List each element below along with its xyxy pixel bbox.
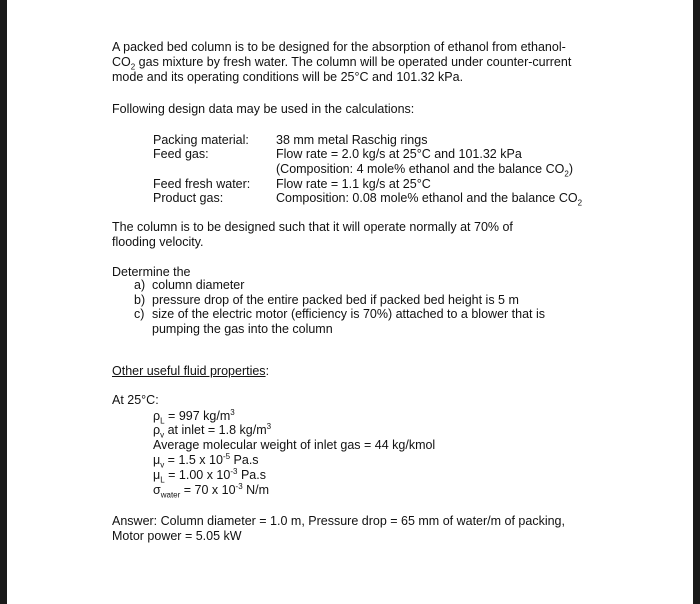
answer-line-2: Motor power = 5.05 kW <box>112 529 242 543</box>
feed-gas-composition: (Composition: 4 mole% ethanol and the balance $CO_2$) <box>276 162 573 179</box>
properties-heading: Other useful fluid properties: <box>112 364 270 378</box>
feed-gas-flow: Flow rate = 2.0 kg/s at 25°C and 101.32 kPa <box>276 147 522 161</box>
intro-line-1: A packed bed column is to be designed for the absorption of ethanol from ethanol- <box>112 40 566 54</box>
product-value: Composition: 0.08 mole% ethanol and the balance $CO_2$ <box>276 191 583 208</box>
list-item-c: c) size of the electric motor (efficiency is 70%) attached to a blower that is <box>134 307 546 321</box>
determine-heading: Determine the <box>112 265 191 279</box>
answer-line-1: Answer: Column diameter = 1.0 m, Pressure drop = 65 mm of water/m of packing, <box>112 514 565 528</box>
intro-line-3: mode and its operating conditions will be 25°C and 101.32 kPa. <box>112 70 464 84</box>
molecular-weight: Average molecular weight of inlet gas = 44 kg/kmol <box>153 438 436 452</box>
list-item-a: a) column diameter <box>134 278 245 292</box>
mu-liquid: $\mu_L = 1.00$ x $10^{-3}$ Pa.s <box>153 466 266 485</box>
mu-vapor: $\mu_v = 1.5$ x $10^{-5}$ Pa.s <box>153 451 259 470</box>
operation-line-1: The column is to be designed such that it will operate normally at 70% of <box>112 220 513 234</box>
water-value: Flow rate = 1.1 kg/s at 25°C <box>276 177 431 191</box>
left-dark-border <box>0 0 7 604</box>
right-dark-border <box>693 0 700 604</box>
design-heading: Following design data may be used in the calculations: <box>112 102 415 116</box>
rho-vapor: $\rho_v$ at inlet = 1.8 $kg/m^3$ <box>153 421 272 440</box>
packing-label: Packing material: <box>153 133 249 147</box>
intro-line-2: $CO_2$ gas mixture by fresh water. The column will be operated under counter-current <box>112 55 572 72</box>
operation-line-2: flooding velocity. <box>112 235 204 249</box>
at-temperature: At 25°C: <box>112 393 159 407</box>
water-label: Feed fresh water: <box>153 177 251 191</box>
sigma-water: $\sigma_{water} = 70$ x $10^{-3}$ N/m <box>153 481 270 500</box>
list-item-b: b) pressure drop of the entire packed bed if packed bed height is 5 m <box>134 293 519 307</box>
rho-liquid: $\rho_L = 997$ $kg/m^3$ <box>153 407 235 426</box>
feed-gas-label: Feed gas: <box>153 147 209 161</box>
product-label: Product gas: <box>153 191 224 205</box>
list-item-c-continued: pumping the gas into the column <box>152 322 333 336</box>
packing-value: 38 mm metal Raschig rings <box>276 133 428 147</box>
